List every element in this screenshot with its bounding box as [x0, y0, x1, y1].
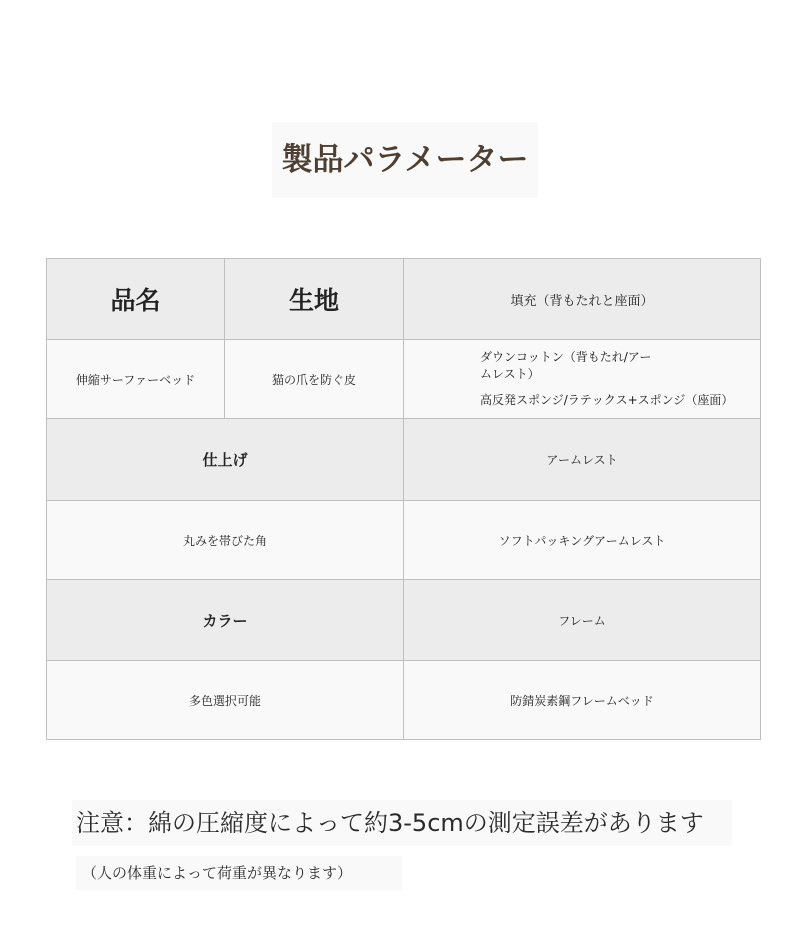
- filling-header: 填充（背もたれと座面）: [404, 259, 761, 340]
- finish-value: 丸みを帯びた角: [47, 501, 404, 580]
- table-header-row: [47, 419, 761, 501]
- table-row: [47, 661, 761, 740]
- table-header-row: [47, 580, 761, 661]
- fabric-value: 猫の爪を防ぐ皮: [225, 340, 404, 419]
- frame-header: フレーム: [404, 580, 761, 661]
- color-value: 多色選択可能: [47, 661, 404, 740]
- armrest-value: ソフトパッキングアームレスト: [404, 501, 761, 580]
- filling-line-3: 高反発スポンジ/ラテックス+スポンジ（座面）: [480, 393, 734, 407]
- filling-line-1: ダウンコットン（背もたれ/アー: [480, 350, 652, 364]
- filling-spacer: [480, 383, 760, 392]
- frame-value: 防錆炭素鋼フレームベッド: [404, 661, 761, 740]
- page-title: 製品パラメーター: [272, 122, 538, 198]
- finish-header: 仕上げ: [47, 419, 404, 501]
- fabric-header: 生地: [225, 259, 404, 340]
- table-row: [47, 501, 761, 580]
- product-parameter-table: [46, 258, 761, 740]
- table-header-row: [47, 259, 761, 340]
- filling-value: [404, 340, 761, 419]
- color-header: カラー: [47, 580, 404, 661]
- table-row: [47, 340, 761, 419]
- product-name-value: 伸縮サーファーベッド: [47, 340, 225, 419]
- weight-note: （人の体重によって荷重が異なります）: [76, 856, 402, 890]
- armrest-header: アームレスト: [404, 419, 761, 501]
- measurement-note: 注意：綿の圧縮度によって約3-5cmの測定誤差があります: [72, 800, 732, 846]
- name-header: 品名: [47, 259, 225, 340]
- filling-line-2: ムレスト）: [480, 367, 540, 381]
